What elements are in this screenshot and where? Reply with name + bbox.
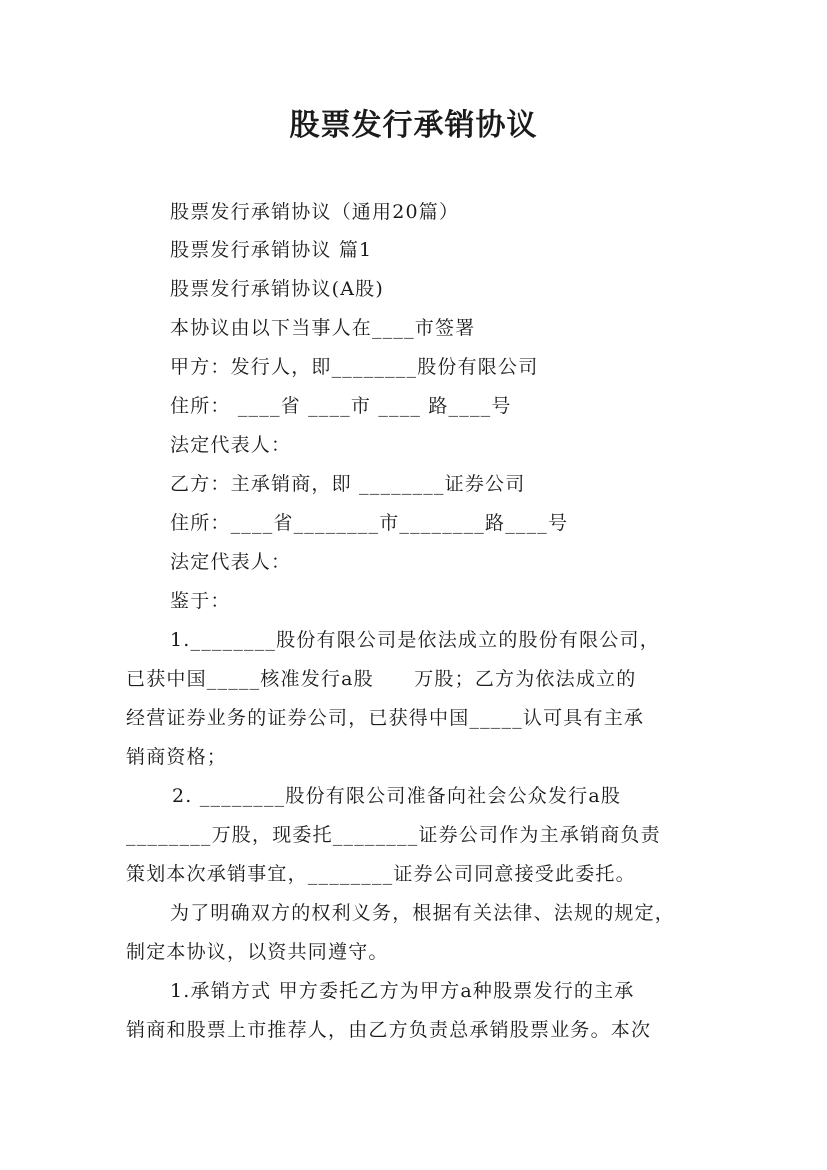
paragraph-line: 乙方：主承销商，即 ________证券公司 bbox=[170, 473, 526, 495]
paragraph-line: ________万股，现委托________证券公司作为主承销商负责 bbox=[126, 824, 661, 846]
paragraph-line: 股票发行承销协议 篇1 bbox=[170, 239, 373, 261]
paragraph-line: 1.________股份有限公司是依法成立的股份有限公司， bbox=[170, 629, 660, 651]
paragraph-line: 住所：____省________市________路____号 bbox=[170, 512, 569, 534]
paragraph-line: 销商和股票上市推荐人，由乙方负责总承销股票业务。本次 bbox=[126, 1019, 652, 1041]
paragraph-line: 销商资格； bbox=[126, 746, 228, 768]
paragraph-line: 股票发行承销协议(A股) bbox=[170, 278, 384, 300]
paragraph-line: 为了明确双方的权利义务，根据有关法律、法规的规定， bbox=[170, 902, 676, 924]
paragraph-line: 经营证券业务的证券公司，已获得中国_____认可具有主承 bbox=[126, 707, 645, 729]
paragraph-line: 甲方：发行人，即________股份有限公司 bbox=[170, 356, 539, 378]
paragraph-line: 股票发行承销协议（通用20篇） bbox=[170, 201, 460, 223]
paragraph-line: 2. ________股份有限公司准备向社会公众发行a股 bbox=[172, 785, 622, 807]
paragraph-line: 制定本协议，以资共同遵守。 bbox=[126, 941, 389, 963]
paragraph-line: 鉴于： bbox=[170, 590, 231, 612]
paragraph-line: 已获中国_____核准发行a股 万股；乙方为依法成立的 bbox=[126, 668, 637, 690]
paragraph-line: 策划本次承销事宜，________证券公司同意接受此委托。 bbox=[126, 863, 636, 885]
document-title: 股票发行承销协议 bbox=[289, 108, 538, 143]
paragraph-line: 住所： ____省 ____市 ____ 路____号 bbox=[170, 395, 512, 417]
paragraph-line: 本协议由以下当事人在____市签署 bbox=[170, 317, 476, 339]
paragraph-line: 法定代表人： bbox=[170, 551, 292, 573]
paragraph-line: 法定代表人： bbox=[170, 434, 292, 456]
paragraph-line: 1.承销方式 甲方委托乙方为甲方a种股票发行的主承 bbox=[170, 980, 635, 1002]
